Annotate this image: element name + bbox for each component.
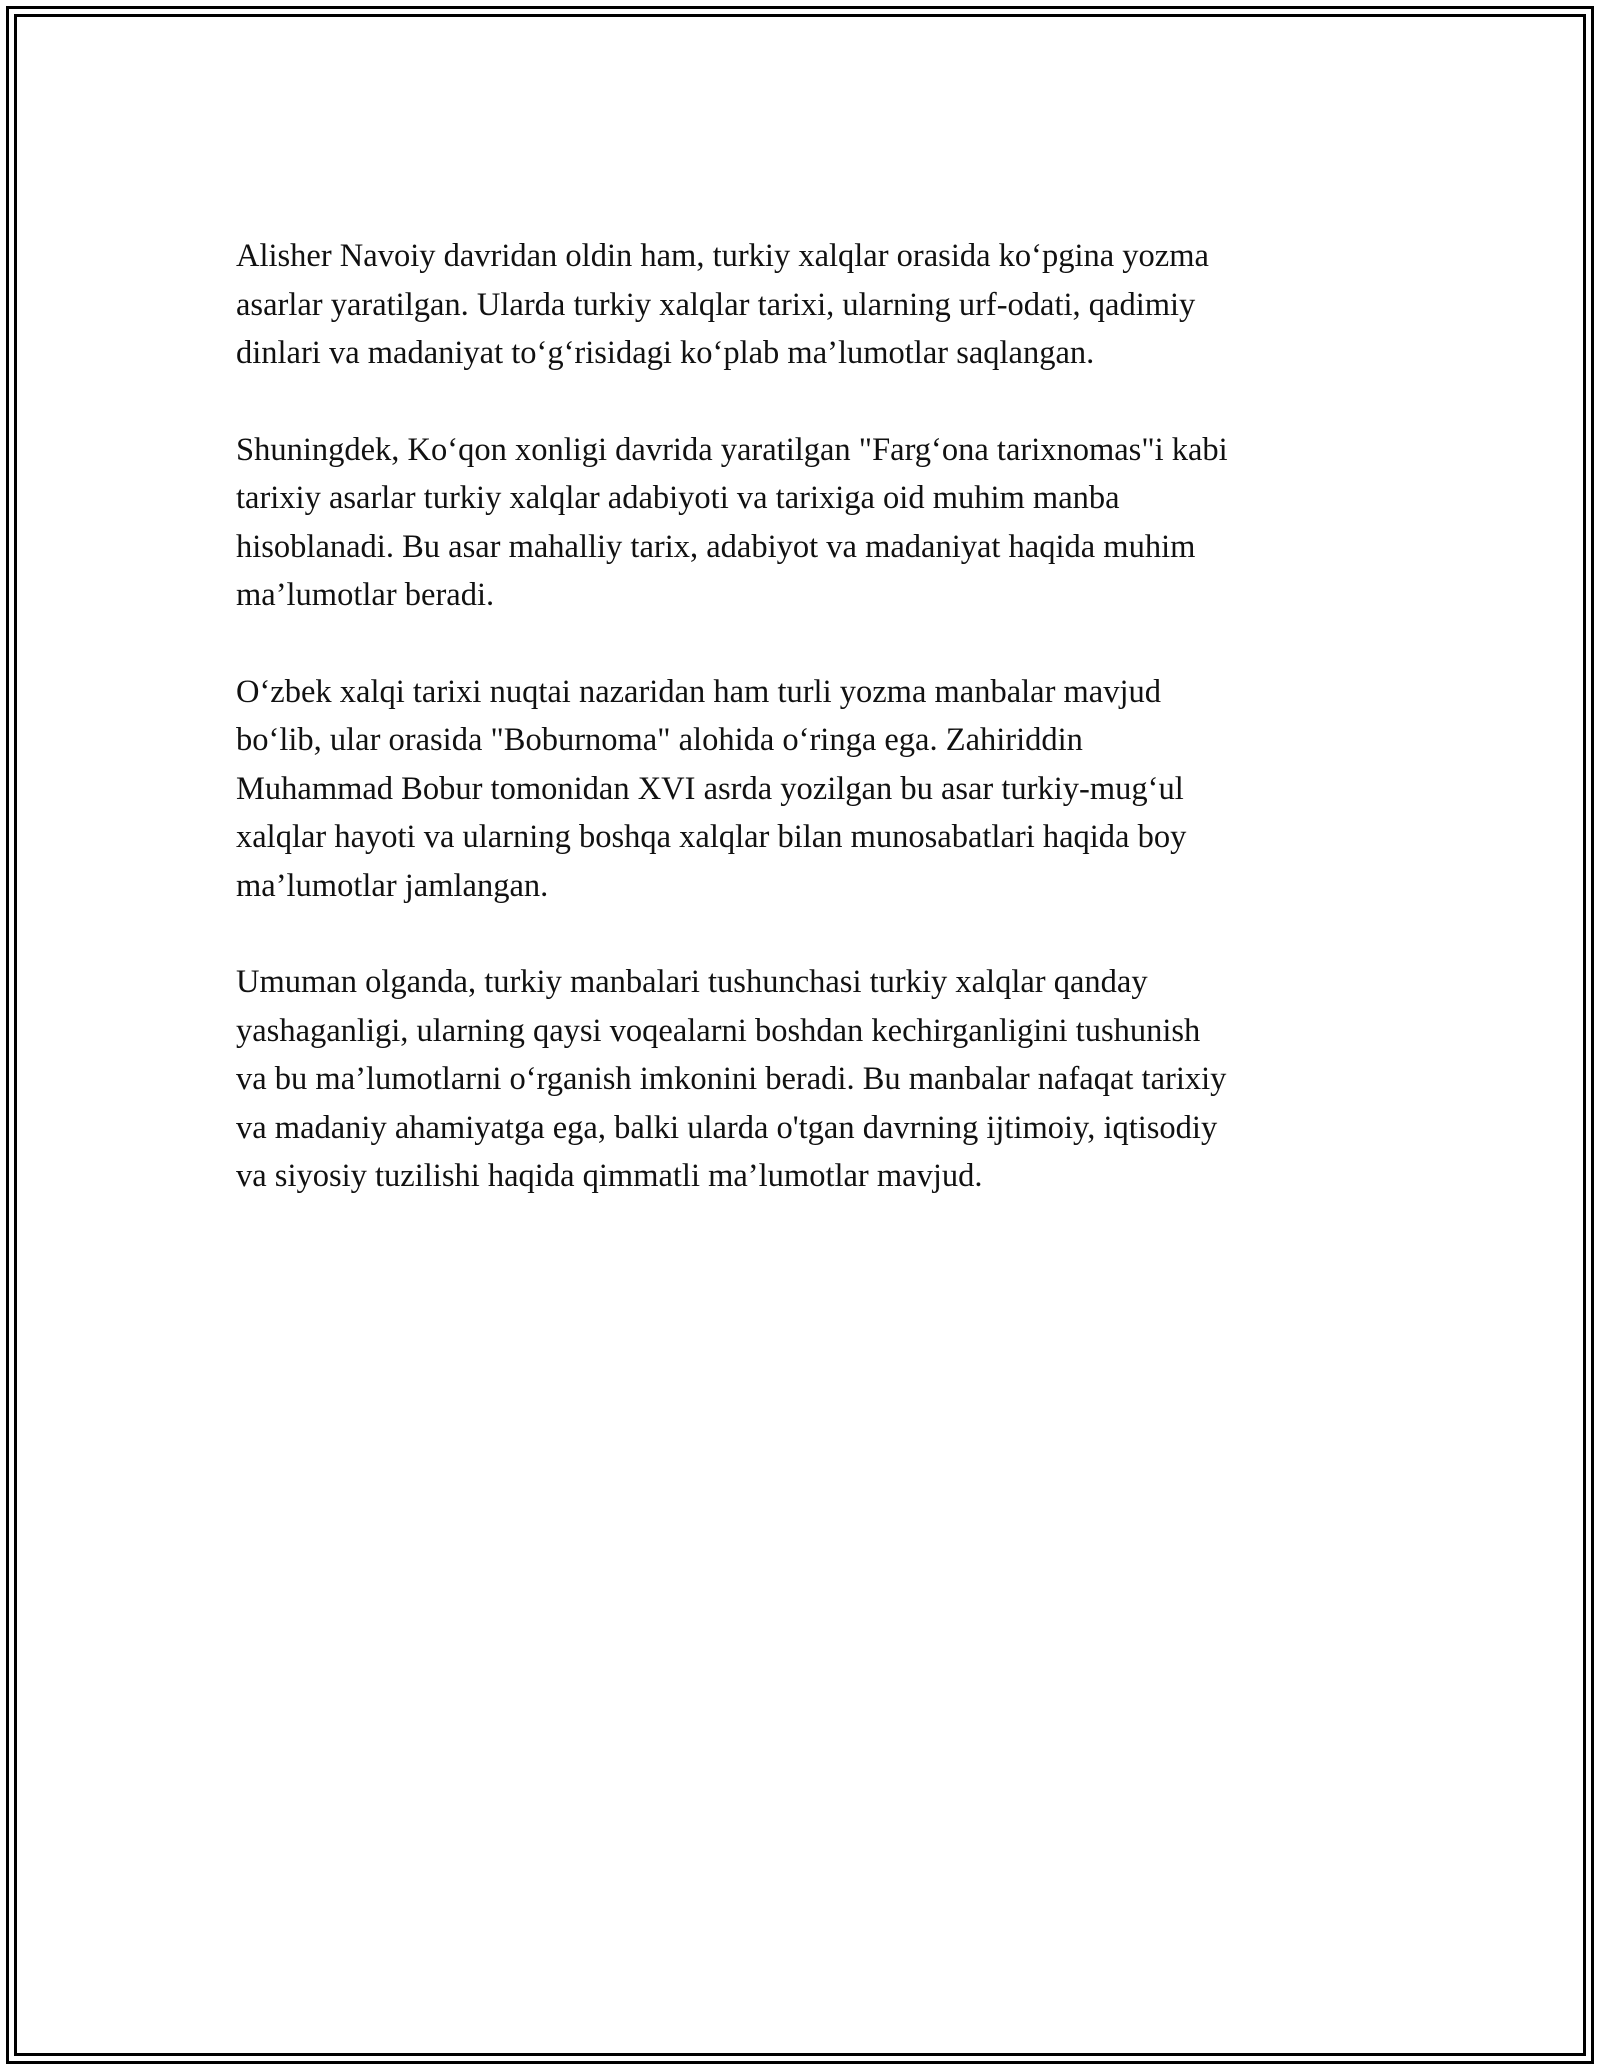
paragraph-1: Alisher Navoiy davridan oldin ham, turkiy xalqlar orasida ko‘pgina yozma asarlar yaratilgan. Ularda turkiy xalqlar tarixi, ularning urf-odati, qadimiy dinlari va madaniyat to‘g‘risidagi ko‘plab ma’lumotlar saqlangan. xyxy=(236,238,1209,371)
paragraph-4: Umuman olganda, turkiy manbalari tushunchasi turkiy xalqlar qanday yashaganligi, ularning qaysi voqealarni boshdan kechirganligini tushunish va bu ma’lumotlarni o‘rganish imkonini beradi. Bu manbalar nafaqat tarixiy va madaniy ahamiyatga ega, balki ularda o'tgan davrning ijtimoiy, iqtisodiy va siyosiy tuzilishi haqida qimmatli ma’lumotlar mavjud. xyxy=(236,964,1227,1194)
paragraph-3: O‘zbek xalqi tarixi nuqtai nazaridan ham turli yozma manbalar mavjud bo‘lib, ular orasida "Boburnoma" alohida o‘ringa ega. Zahiriddin Muhammad Bobur tomonidan XVI asrda yozilgan bu asar turkiy-mug‘ul xalqlar hayoti va ularning boshqa xalqlar bilan munosabatlari haqida boy ma’lumotlar jamlangan. xyxy=(236,673,1187,904)
document-body xyxy=(236,232,1366,1249)
paragraph-2: Shuningdek, Ko‘qon xonligi davrida yaratilgan "Farg‘ona tarixnomas"i kabi tarixiy asarlar turkiy xalqlar adabiyoti va tarixiga oid muhim manba hisoblanadi. Bu asar mahalliy tarix, adabiyot va madaniyat haqida muhim ma’lumotlar beradi. xyxy=(236,431,1228,613)
